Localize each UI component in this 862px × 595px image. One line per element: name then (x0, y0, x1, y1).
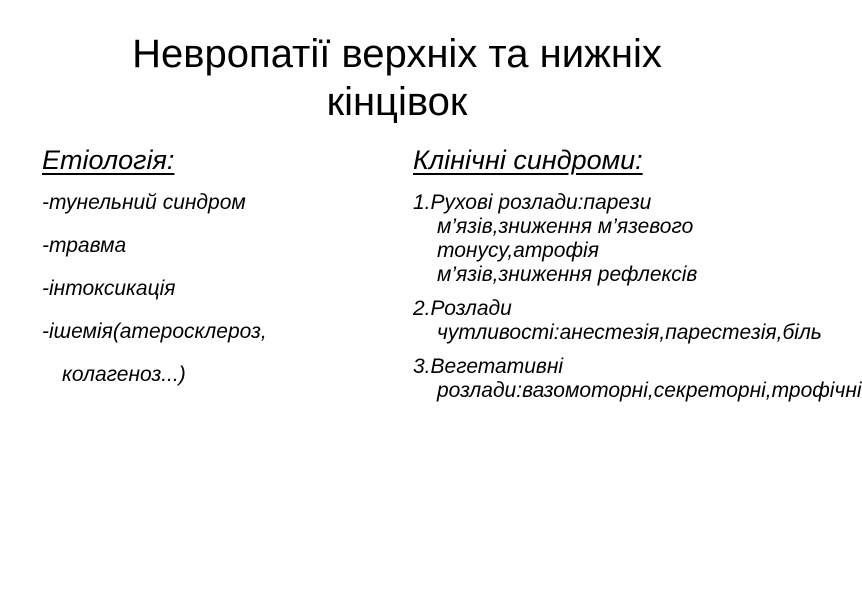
etiology-item-intoxication: -інтоксикація (42, 277, 176, 300)
etiology-list (42, 191, 387, 387)
syndrome-item-motor-disorders: 1.Рухові розлади:парези м’язів,зниження м’язевого тонусу,атрофія м’язів,зниження рефлексів (413, 191, 698, 286)
etiology-item-tunnel-syndrome: -тунельний синдром (42, 191, 246, 214)
clinical-syndromes-heading: Клінічні синдроми: (413, 145, 643, 175)
syndrome-item-sensory-disorders: 2.Розлади чутливості:анестезія,парестезія,біль (413, 297, 822, 344)
slide-title (40, 30, 754, 126)
clinical-syndromes-column (413, 142, 862, 413)
syndrome-item-vegetative-disorders: 3.Вегетативні розлади:вазомоторні,секреторні,трофічні (413, 355, 862, 402)
etiology-column (42, 142, 387, 406)
slide-title-line-2: кінцівок (326, 80, 468, 124)
etiology-heading: Етіологія: (42, 145, 175, 175)
slide-title-line-1: Невропатії верхніх та нижніх (132, 32, 662, 76)
etiology-item-trauma: -травма (42, 234, 127, 257)
etiology-item-ischemia-text: -ішемія(атеросклероз, (42, 320, 267, 343)
clinical-syndromes-list (413, 191, 862, 403)
etiology-item-ischemia-continuation: колагеноз...) (62, 363, 186, 386)
etiology-item-ischemia (42, 320, 387, 387)
